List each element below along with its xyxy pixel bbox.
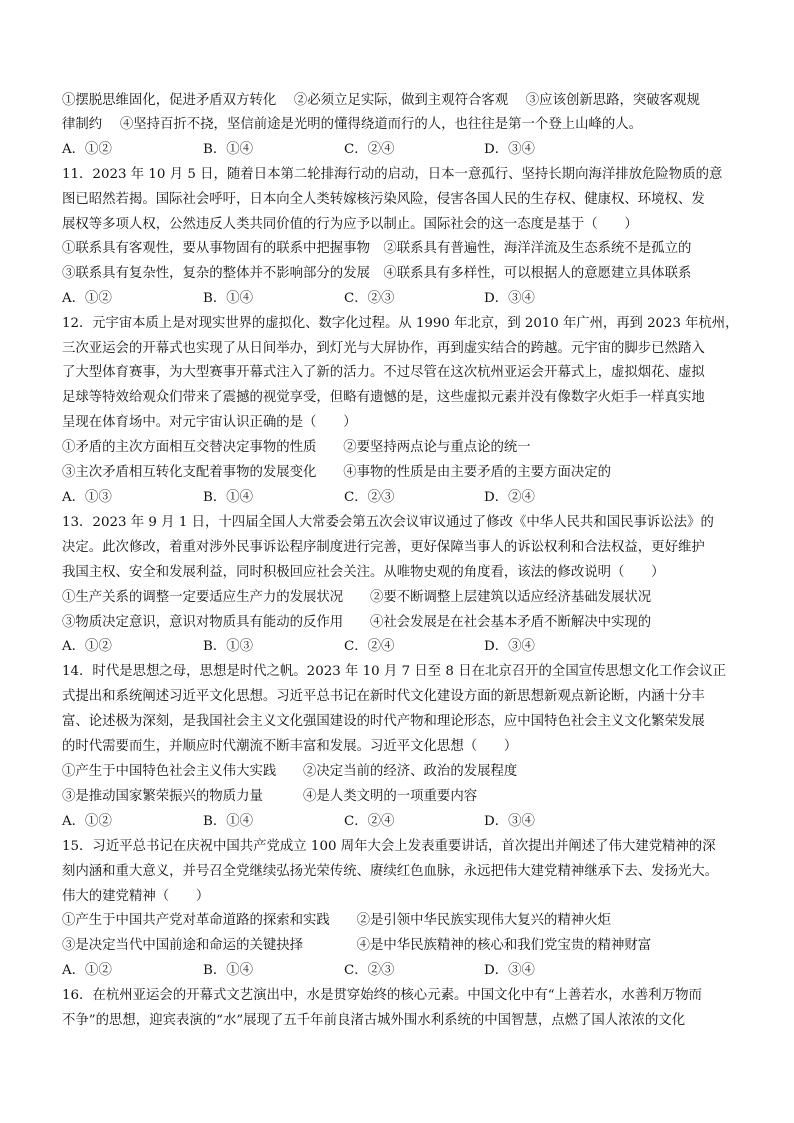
text-line: 三次亚运会的开幕式也实现了从日间举办，到灯光与大屏协作，再到虚实结合的跨越。元宇宙的脚步已然踏入	[62, 341, 705, 356]
question-14-stem: 14．时代是思想之母，思想是时代之帆。2023 年 10 月 7 日至 8 日在北京召开的全国宣传思想文化工作会议正	[62, 664, 727, 679]
text-line: 足球等特效给观众们带来了震撼的视觉享受，但略有遗憾的是，这些虚拟元素并没有像数字火炬手一样真实地	[62, 390, 705, 405]
question-15-stem: 15．习近平总书记在庆祝中国共产党成立 100 周年大会上发表重要讲话，首次提出并阐述了伟大建党精神的深	[62, 839, 716, 854]
text-line: 决定。此次修改，着重对涉外民事诉讼程序制度进行完善，更好保障当事人的诉讼权利和合法权益，更好维护	[62, 540, 705, 555]
text-line: ③主次矛盾相互转化支配着事物的发展变化 ④事物的性质是由主要矛盾的主要方面决定的	[62, 465, 612, 480]
option-c: C．②④	[344, 142, 395, 157]
text-line: 呈现在体育场中。对元宇宙认识正确的是（ ）	[62, 415, 357, 430]
option-a: A．①②	[62, 291, 112, 306]
text-line: 了大型体育赛事，为大型赛事开幕式注入了新的活力。不过尽管在这次杭州亚运会开幕式上，虚拟烟花、虚拟	[62, 365, 705, 380]
option-d: D．③④	[484, 814, 535, 829]
text-line: 我国主权、安全和发展利益，同时积极回应社会关注。从唯物史观的角度看，该法的修改说明（ ）	[62, 565, 665, 580]
option-a: A．①②	[62, 639, 112, 654]
text-line: ③是推动国家繁荣振兴的物质力量 ④是人类文明的一项重要内容	[62, 789, 478, 804]
option-d: D．③④	[484, 639, 535, 654]
option-b: B．①④	[203, 814, 254, 829]
text-line: ①产生于中国特色社会主义伟大实践 ②决定当前的经济、政治的发展程度	[62, 764, 518, 779]
question-16-stem: 16．在杭州亚运会的开幕式文艺演出中，水是贯穿始终的核心元素。中国文化中有“上善若水，水善利万物而	[62, 988, 702, 1003]
text-line: 富、论述极为深刻，是我国社会主义文化强国建设的时代产物和理论形态，应中国特色社会主义文化繁荣发展	[62, 714, 705, 729]
text-line: 不争”的思想，迎宾表演的“水”展现了五千年前良渚古城外围水利系统的中国智慧，点燃了国人浓浓的文化	[62, 1013, 686, 1028]
option-c: C．②③	[344, 291, 395, 306]
text-line: ③是决定当代中国前途和命运的关键抉择 ④是中华民族精神的核心和我们党宝贵的精神财富	[62, 938, 652, 953]
text-line: ①摆脱思维固化，促进矛盾双方转化 ②必须立足实际，做到主观符合客观 ③应该创新思路，突破客观规	[62, 93, 700, 108]
option-c: C．②③	[344, 963, 395, 978]
text-line: ③联系具有复杂性，复杂的整体并不影响部分的发展 ④联系具有多样性，可以根据人的意愿建立具体联系	[62, 266, 692, 281]
text-line: ①联系具有客观性，要从事物固有的联系中把握事物 ②联系具有普遍性，海洋洋流及生态系统不是孤立的	[62, 241, 692, 256]
option-c: C．②③	[344, 490, 395, 505]
text-line: 展权等多项人权，公然违反人类共同价值的行为应予以制止。国际社会的这一态度是基于（ ）	[62, 217, 638, 232]
option-b: B．①③	[203, 639, 254, 654]
question-11-stem: 11．2023 年 10 月 5 日，随着日本第二轮排海行动的启动，日本一意孤行、坚持长期向海洋排放危险物质的意	[62, 167, 723, 182]
option-b: B．①④	[203, 963, 254, 978]
text-line: ①矛盾的主次方面相互交替决定事物的性质 ②要坚持两点论与重点论的统一	[62, 440, 531, 455]
question-13-stem: 13．2023 年 9 月 1 日，十四届全国人大常委会第五次会议审议通过了修改《中华人民共和国民事诉讼法》的	[62, 515, 714, 530]
text-line: ①生产关系的调整一定要适应生产力的发展状况 ②要不断调整上层建筑以适应经济基础发展状况	[62, 590, 652, 605]
option-d: D．③④	[484, 291, 535, 306]
text-line: ③物质决定意识，意识对物质具有能动的反作用 ④社会发展是在社会基本矛盾不断解决中实现的	[62, 615, 652, 630]
text-line: 图已昭然若揭。国际社会呼吁，日本向全人类转嫁核污染风险，侵害各国人民的生存权、健康权、环境权、发	[62, 192, 705, 207]
option-d: D．③④	[484, 963, 535, 978]
option-d: D．②④	[484, 490, 535, 505]
text-line: ①产生于中国共产党对革命道路的探索和实践 ②是引领中华民族实现伟大复兴的精神火炬	[62, 913, 612, 928]
option-a: A．①②	[62, 142, 112, 157]
option-b: B．①④	[203, 490, 254, 505]
text-line: 刻内涵和重大意义，并号召全党继续弘扬光荣传统、赓续红色血脉，永远把伟大建党精神继承下去、发扬光大。	[62, 864, 719, 879]
option-a: A．①③	[62, 490, 112, 505]
option-b: B．①④	[203, 291, 254, 306]
option-b: B．①④	[203, 142, 254, 157]
option-a: A．①②	[62, 814, 112, 829]
option-c: C．②④	[344, 639, 395, 654]
option-a: A．①②	[62, 963, 112, 978]
text-line: 律制约 ④坚持百折不挠，坚信前途是光明的懂得绕道而行的人，也往往是第一个登上山峰的人。	[62, 117, 643, 132]
question-12-stem: 12．元宇宙本质上是对现实世界的虚拟化、数字化过程。从 1990 年北京，到 2010 年广州，再到 2023 年杭州，	[62, 316, 739, 331]
option-d: D．③④	[484, 142, 535, 157]
text-line: 式提出和系统阐述习近平文化思想。习近平总书记在新时代文化建设方面的新思想新观点新论断，内涵十分丰	[62, 689, 705, 704]
text-line: 伟大的建党精神（ ）	[62, 889, 210, 904]
text-line: 的时代需要而生，并顺应时代潮流不断丰富和发展。习近平文化思想（ ）	[62, 739, 518, 754]
option-c: C．②④	[344, 814, 395, 829]
